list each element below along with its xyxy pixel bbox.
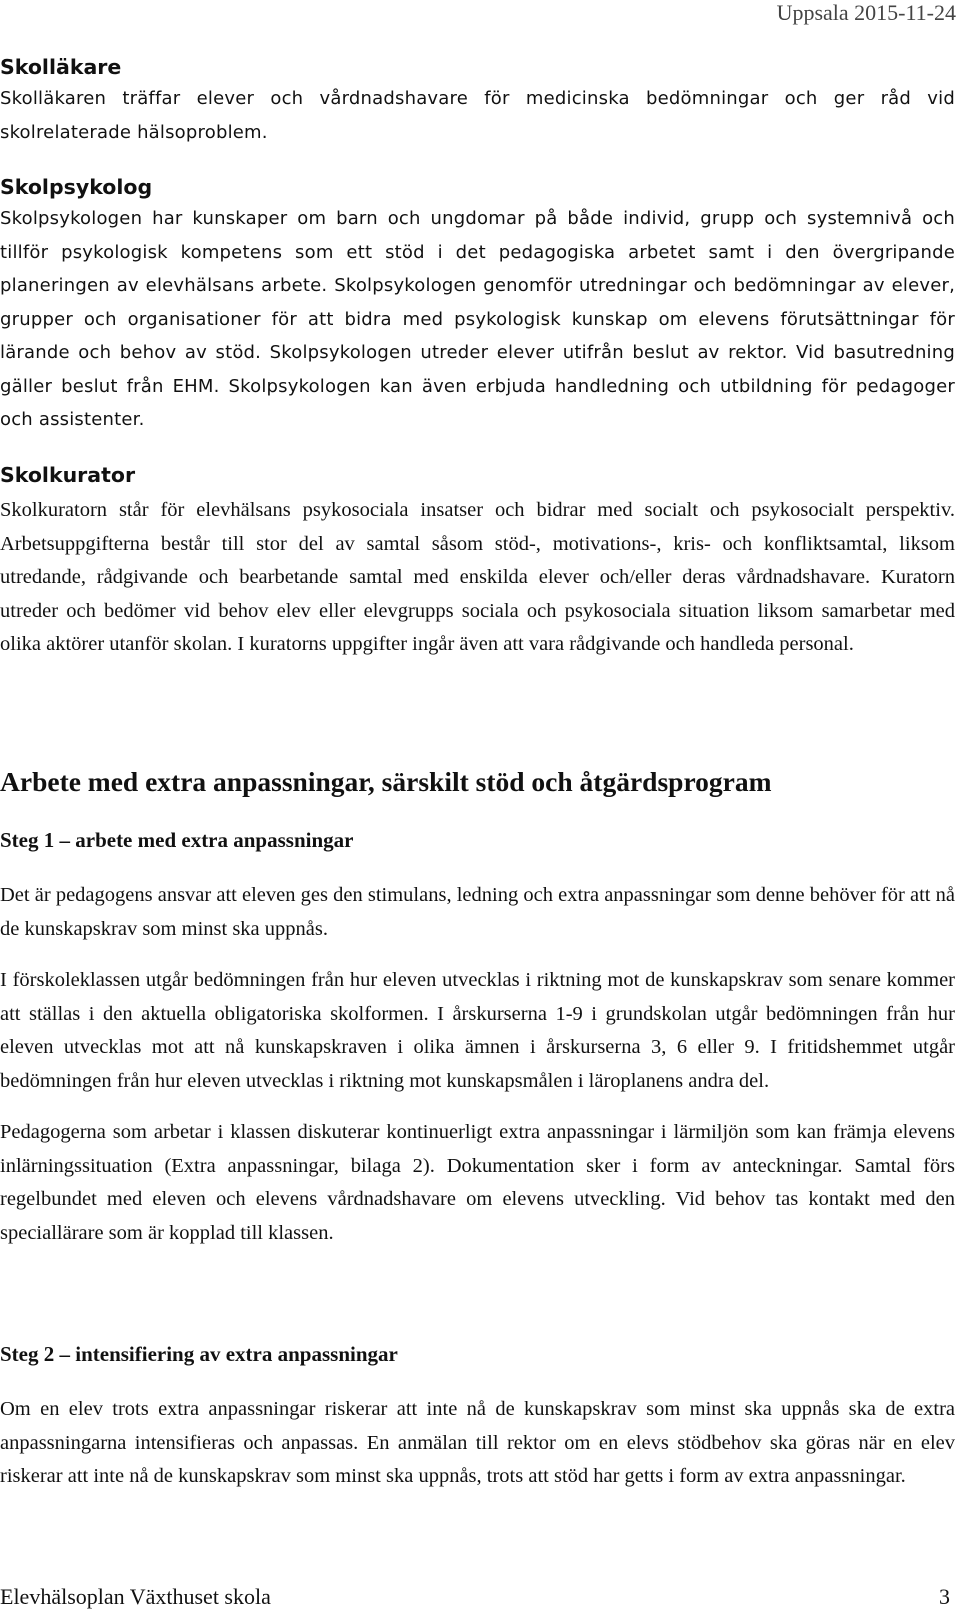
steg1-paragraph-2: I förskoleklassen utgår bedömningen från hur eleven utvecklas i riktning mot de kunskapskrav som senare kommer att ställas i den aktuella obligatoriska skolformen. I årskurserna 1-9 i grundskolan utgår bedömningen från hur eleven utvecklas mot att nå kunskapskraven i olika ämnen i årskurserna 3, 6 eller 9. I fritidshemmet utgår bedömningen från hur eleven utvecklas i riktning mot kunskapsmålen i läroplanens andra del.: [0, 969, 955, 1092]
steg1-heading: Steg 1 – arbete med extra anpassningar: [0, 828, 354, 852]
skolpsykolog-text-part-2: Skolpsykologen genomför utredningar och bedömningar av elever, grupper och organisationer för att bidra med psykologisk kunskap om elevens förutsättningar för lärande och behov av stöd.: [0, 275, 955, 363]
section-heading: Arbete med extra anpassningar, särskilt stöd och åtgärdsprogram: [0, 766, 772, 797]
skollakare-title: Skolläkare: [0, 55, 122, 79]
skolkurator-section: [0, 460, 955, 662]
skollakare-text: Skolläkaren träffar elever och vårdnadshavare för medicinska bedömningar och ger råd vid skolrelaterade hälsoproblem.: [0, 88, 955, 143]
skolpsykolog-text: [0, 202, 955, 437]
skolpsykolog-section: [0, 172, 955, 437]
steg1-paragraph-3: Pedagogerna som arbetar i klassen diskuterar kontinuerligt extra anpassningar i lärmiljön som kan främja elevens inlärningssituation (Extra anpassningar, bilaga 2). Dokumentation sker i form av anteckningar. Samtal förs regelbundet med eleven och elevens vårdnadshavare om elevens utveckling. Vid behov tas kontakt med den speciallärare som är kopplad till klassen.: [0, 1121, 955, 1244]
steg1-section: [0, 828, 955, 1250]
steg2-paragraph-1: Om en elev trots extra anpassningar riskerar att inte nå de kunskapskrav som minst ska uppnås ska de extra anpassningarna intensifieras och anpassas. En anmälan till rektor om en elevs stödbehov ska göras när en elev riskerar att inte nå de kunskapskrav som minst ska uppnås, trots att stöd har getts i form av extra anpassningar.: [0, 1398, 955, 1487]
skolpsykolog-text-part-3: Skolpsykologen utreder elever utifrån beslut av rektor. Vid basutredning gäller beslut från EHM. Skolpsykologen kan även erbjuda handledning och utbildning för pedagoger och assistenter.: [0, 342, 955, 430]
page-number: 3: [939, 1584, 950, 1609]
skollakare-section: [0, 52, 955, 149]
page-footer: [0, 1584, 950, 1610]
skolkurator-text: Skolkuratorn står för elevhälsans psykosociala insatser och bidrar med socialt och psykosocialt perspektiv. Arbetsuppgifterna består till stor del av samtal såsom stöd-, motivations-, kris- och konfliktsamtal, liksom utredande, rådgivande och bearbetande samtal med enskilda elever och/eller deras vårdnadshavare. Kuratorn utreder och bedömer vid behov elev eller elevgrupps sociala och psykosociala situation liksom samarbetar med olika aktörer utanför skolan. I kuratorns uppgifter ingår även att vara rådgivande och handleda personal.: [0, 499, 955, 655]
skolpsykolog-title: Skolpsykolog: [0, 175, 153, 199]
skolpsykolog-text-part-1: Skolpsykologen har kunskaper om barn och ungdomar på både individ, grupp och systemnivå och tillför psykologisk kompetens som ett stöd i det pedagogiska arbetet samt i den övergripande planeringen av elevhälsans arbete.: [0, 208, 955, 296]
steg1-paragraph-1: Det är pedagogens ansvar att eleven ges den stimulans, ledning och extra anpassningar som denne behöver för att nå de kunskapskrav som minst ska uppnås.: [0, 884, 955, 940]
steg2-heading: Steg 2 – intensifiering av extra anpassningar: [0, 1342, 398, 1366]
skolkurator-title: Skolkurator: [0, 463, 136, 487]
header-date: Uppsala 2015-11-24: [776, 0, 956, 25]
steg2-section: [0, 1342, 955, 1494]
main-section: [0, 766, 955, 798]
footer-title: Elevhälsoplan Växthuset skola: [0, 1584, 271, 1609]
